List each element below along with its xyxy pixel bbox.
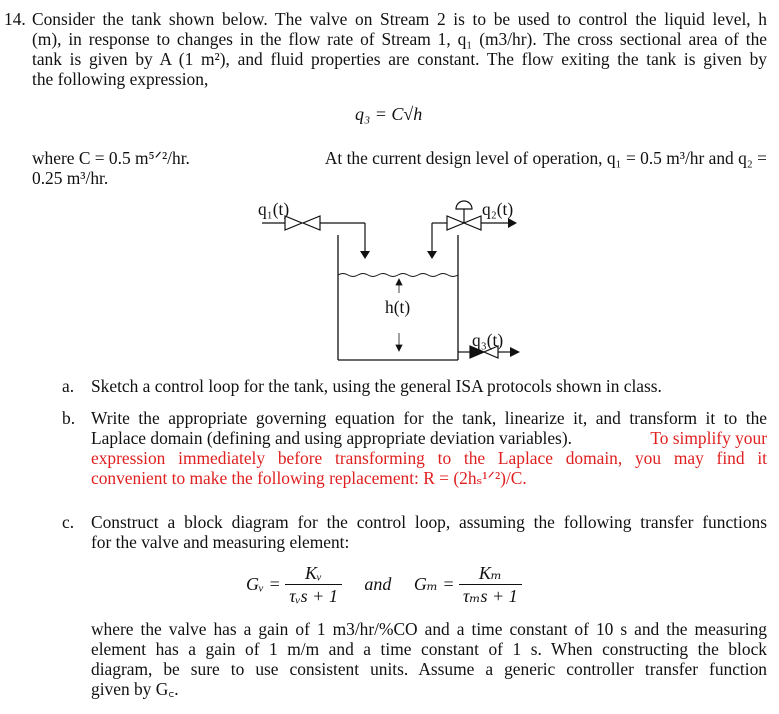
tank-diagram [0,185,779,375]
and-word: and [364,574,392,594]
gv-denominator: τᵥs + 1 [289,586,338,606]
where-line-2: 0.25 m³/hr. [32,168,109,188]
part-c-line: for the valve and measuring element: [91,532,350,552]
part-b-text [91,408,767,488]
where-clause [32,148,767,188]
part-c-line: Construct a block diagram for the control loop, assuming the following transfer functions [91,512,767,532]
intro-line: (m), in response to changes in the flow rate of Stream 1, q₁ (m3/hr). The cross sectional area of the [32,29,767,49]
q3-label: q₃(t) [472,330,504,350]
transfer-functions [246,562,522,607]
problem-number: 14. [4,9,26,29]
part-c-tail-line: element has a gain of 1 m/m and a time constant of 1 s. When constructing the block [91,639,767,659]
gv-fraction [285,562,342,607]
gm-lhs: Gₘ = [413,574,455,594]
where-line-1 [32,148,767,168]
part-c-tail-line: where the valve has a gain of 1 m3/hr/%CO and a time constant of 10 s and the measuring [91,619,767,639]
part-b-line2-red: To simplify your [650,428,767,448]
gm-numerator: Kₘ [459,562,522,585]
part-c-text [91,512,767,552]
arrow-down-icon [360,251,370,259]
part-b-line: expression immediately before transforming to the Laplace domain, you may find it [91,448,767,468]
q1-label: q₁(t) [258,199,290,219]
flow-equation: q₃ = C√h [355,104,423,124]
intro-line: the following expression, [32,69,209,89]
part-b-line2-black: Laplace domain (defining and using appropriate deviation variables). [91,428,572,448]
part-c-tail-line: diagram, be sure to use consistent units. Assume a generic controller transfer function [91,659,767,679]
q2-label: q₂(t) [482,199,514,219]
part-b-letter: b. [62,408,76,428]
part-c-tail-line: given by G꜀. [91,679,179,699]
part-c-letter: c. [62,512,75,532]
intro-line: Consider the tank shown below. The valve on Stream 2 is to be used to control the liquid level, h [32,9,767,29]
part-b-line: Write the appropriate governing equation for the tank, linearize it, and transform it to the [91,408,767,428]
h-label: h(t) [385,297,411,317]
gv-numerator: Kᵥ [285,562,342,585]
intro-line: tank is given by A (1 m²), and fluid properties are constant. The flow exiting the tank is given by [32,49,767,69]
part-b-line: convenient to make the following replacement: R = (2hₛ¹ᐟ²)/C. [91,468,527,488]
problem-intro [32,9,767,89]
gm-denominator: τₘs + 1 [463,586,518,606]
part-b-line [91,428,767,448]
arrow-right-icon [510,347,520,357]
part-a-text: Sketch a control loop for the tank, using the general ISA protocols shown in class. [91,376,662,396]
where-c-value: where C = 0.5 m⁵ᐟ²/hr. [32,148,190,168]
part-c-tail [91,619,767,699]
gm-fraction [459,562,522,607]
stream1-pipe [262,216,365,253]
where-design-level: At the current design level of operation, q₁ = 0.5 m³/hr and q₂ = [324,148,767,168]
arrow-down-icon [427,251,437,259]
part-a-letter: a. [62,376,75,396]
liquid-surface [338,274,458,277]
gv-lhs: Gᵥ = [246,574,281,594]
